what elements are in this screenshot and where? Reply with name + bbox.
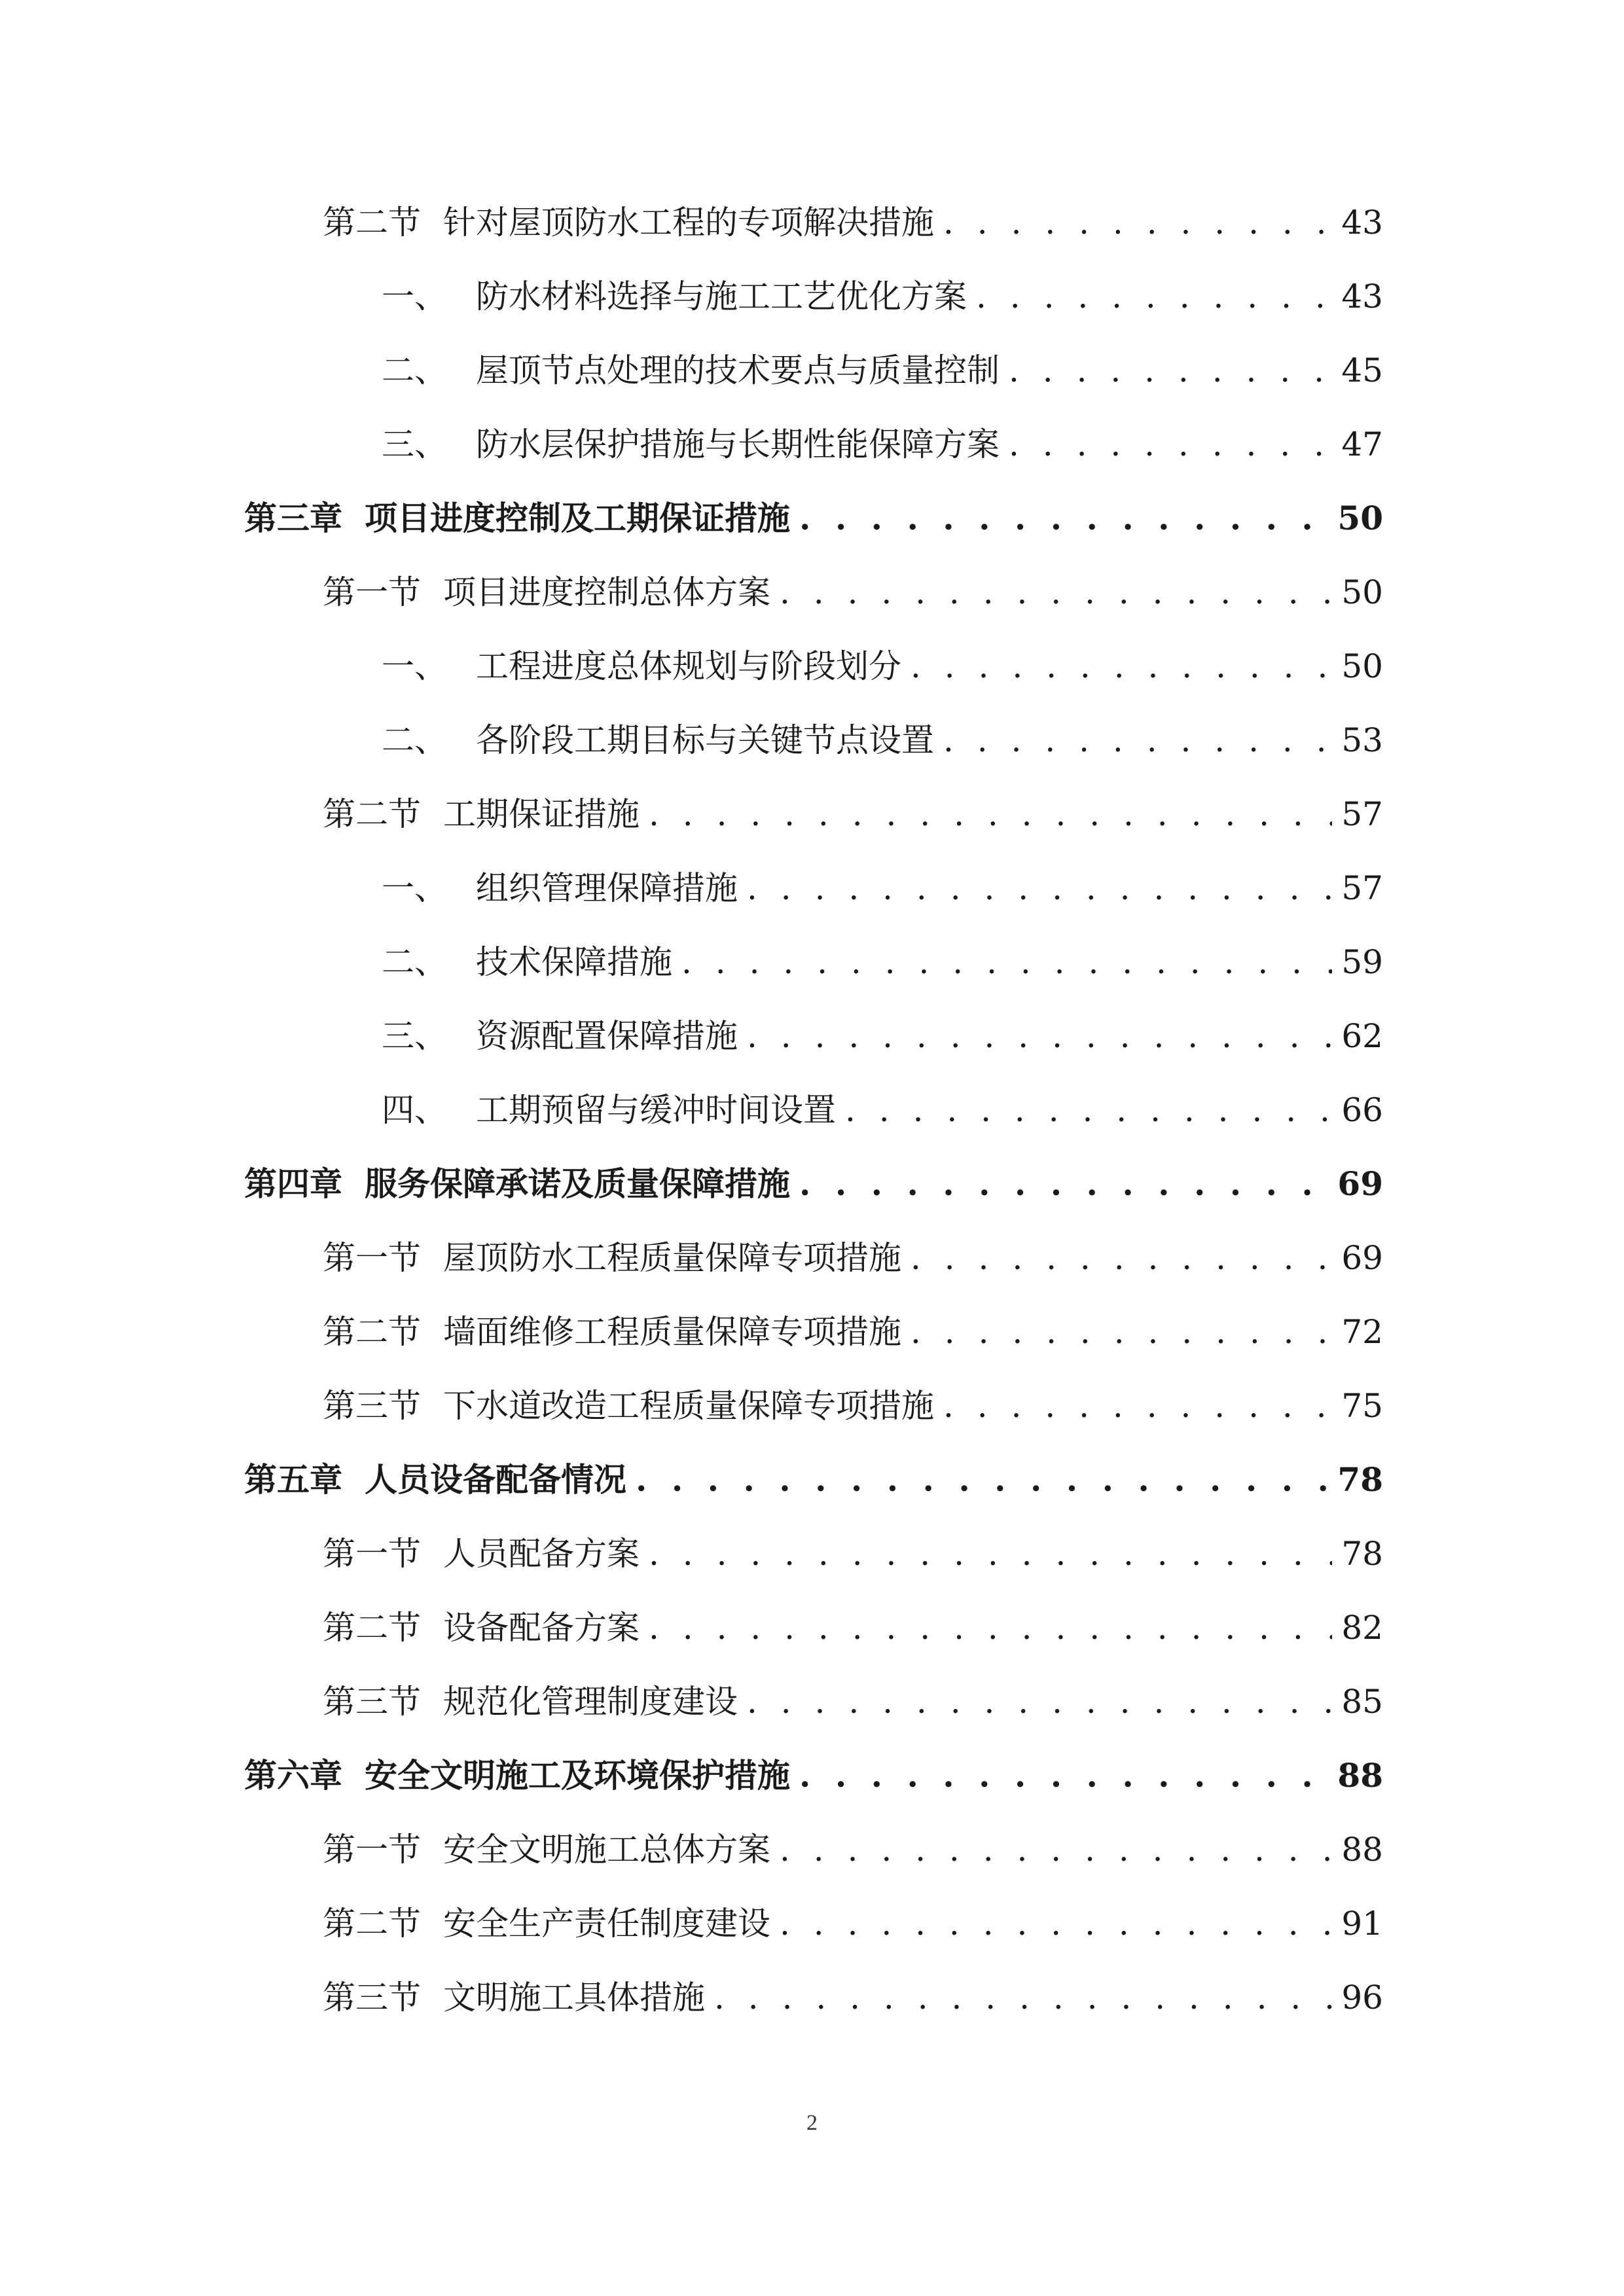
- toc-dot-leader: [747, 1007, 1332, 1066]
- toc-dot-leader: [636, 1450, 1328, 1509]
- toc-entry-number: 四、: [382, 1091, 447, 1129]
- toc-entry-page: 78: [1341, 1535, 1383, 1573]
- toc-dot-leader: [780, 1894, 1332, 1953]
- toc-dot-leader: [943, 1376, 1332, 1435]
- toc-entry-number: 三、: [382, 425, 447, 463]
- toc-entry-page: 72: [1341, 1313, 1383, 1351]
- toc-entry-page: 78: [1337, 1460, 1383, 1499]
- toc-entry-chapter[interactable]: [244, 489, 1383, 548]
- toc-entry-title: 工期保证措施: [443, 795, 640, 833]
- toc-entry-number: 第四章: [244, 1164, 342, 1203]
- toc-dot-leader: [976, 267, 1332, 326]
- toc-entry-number: 一、: [382, 647, 447, 685]
- toc-dot-leader: [845, 1081, 1332, 1139]
- toc-entry-title: 人员设备配备情况: [365, 1460, 626, 1499]
- toc-entry-number: 第二节: [323, 1609, 421, 1647]
- toc-entry-number: 三、: [382, 1017, 447, 1055]
- toc-dot-leader: [780, 563, 1332, 622]
- toc-entry[interactable]: [323, 1968, 1383, 2027]
- toc-entry-number: 第三章: [244, 499, 342, 537]
- toc-entry-page: 50: [1341, 573, 1383, 611]
- toc-entry-page: 62: [1341, 1017, 1383, 1055]
- toc-entry-page: 91: [1341, 1905, 1383, 1943]
- toc-entry[interactable]: [382, 341, 1383, 400]
- toc-entry[interactable]: [323, 1894, 1383, 1953]
- toc-entry[interactable]: [323, 1376, 1383, 1435]
- toc-entry-number: 第一节: [323, 573, 421, 611]
- toc-entry-number: 第二节: [323, 1905, 421, 1943]
- toc-entry-number: 第三节: [323, 1979, 421, 2017]
- toc-entry[interactable]: [323, 1598, 1383, 1657]
- toc-entry-title: 服务保障承诺及质量保障措施: [365, 1164, 790, 1203]
- toc-dot-leader: [747, 1672, 1332, 1731]
- toc-entry-number: 第二节: [323, 204, 421, 242]
- toc-entry-title: 组织管理保障措施: [476, 869, 738, 907]
- toc-entry-number: 第一节: [323, 1535, 421, 1573]
- toc-entry-title: 设备配备方案: [443, 1609, 640, 1647]
- toc-entry-page: 66: [1341, 1091, 1383, 1129]
- toc-entry-number: 一、: [382, 869, 447, 907]
- toc-entry-title: 安全文明施工总体方案: [443, 1831, 770, 1869]
- toc-dot-leader: [780, 1820, 1332, 1879]
- toc-entry-title: 安全生产责任制度建设: [443, 1905, 770, 1943]
- toc-entry-number: 二、: [382, 351, 447, 389]
- toc-entry[interactable]: [323, 563, 1383, 622]
- toc-dot-leader: [681, 933, 1332, 992]
- toc-dot-leader: [1009, 415, 1332, 474]
- toc-entry-page: 53: [1341, 721, 1383, 759]
- toc-entry-title: 工期预留与缓冲时间设置: [476, 1091, 836, 1129]
- toc-entry-page: 43: [1341, 278, 1383, 315]
- toc-entry-title: 下水道改造工程质量保障专项措施: [443, 1387, 934, 1425]
- toc-entry-chapter[interactable]: [244, 1746, 1383, 1805]
- toc-entry[interactable]: [323, 1820, 1383, 1879]
- toc-entry-title: 资源配置保障措施: [476, 1017, 738, 1055]
- toc-dot-leader: [714, 1968, 1332, 2027]
- toc-entry-number: 第六章: [244, 1756, 342, 1795]
- toc-entry-title: 工程进度总体规划与阶段划分: [476, 647, 901, 685]
- toc-entry-page: 45: [1341, 351, 1383, 389]
- toc-entry-number: 第二节: [323, 795, 421, 833]
- toc-entry-page: 57: [1341, 869, 1383, 907]
- toc-entry-number: 第一节: [323, 1831, 421, 1869]
- toc-dot-leader: [649, 1524, 1332, 1583]
- toc-dot-leader: [1009, 341, 1332, 400]
- toc-dot-leader: [649, 1598, 1332, 1657]
- toc-entry-title: 规范化管理制度建设: [443, 1683, 738, 1721]
- toc-entry-page: 96: [1341, 1979, 1383, 2017]
- toc-entry-page: 88: [1341, 1831, 1383, 1869]
- toc-entry-title: 防水层保护措施与长期性能保障方案: [476, 425, 1000, 463]
- toc-dot-leader: [799, 1155, 1328, 1213]
- toc-entry-page: 75: [1341, 1387, 1383, 1425]
- toc-entry[interactable]: [382, 1081, 1383, 1139]
- toc-entry-page: 59: [1341, 943, 1383, 981]
- toc-entry[interactable]: [323, 1524, 1383, 1583]
- toc-entry-number: 二、: [382, 943, 447, 981]
- toc-entry-title: 人员配备方案: [443, 1535, 640, 1573]
- toc-entry-number: 第三节: [323, 1683, 421, 1721]
- toc-entry[interactable]: [382, 859, 1383, 918]
- toc-entry[interactable]: [382, 933, 1383, 992]
- toc-entry-title: 针对屋顶防水工程的专项解决措施: [443, 204, 934, 242]
- toc-entry[interactable]: [382, 711, 1383, 770]
- toc-dot-leader: [799, 489, 1328, 548]
- toc-entry[interactable]: [382, 637, 1383, 696]
- toc-entry-number: 第一节: [323, 1239, 421, 1277]
- toc-entry-title: 墙面维修工程质量保障专项措施: [443, 1313, 901, 1351]
- toc-entry-number: 第五章: [244, 1460, 342, 1499]
- toc-entry[interactable]: [323, 1302, 1383, 1361]
- toc-entry-title: 各阶段工期目标与关键节点设置: [476, 721, 934, 759]
- toc-entry-title: 防水材料选择与施工工艺优化方案: [476, 278, 967, 315]
- toc-entry-page: 69: [1341, 1239, 1383, 1277]
- toc-entry-number: 第三节: [323, 1387, 421, 1425]
- toc-entry-number: 二、: [382, 721, 447, 759]
- toc-dot-leader: [649, 785, 1332, 844]
- toc-entry-title: 技术保障措施: [476, 943, 672, 981]
- toc-entry-page: 85: [1341, 1683, 1383, 1721]
- toc-entry[interactable]: [382, 1007, 1383, 1066]
- toc-entry-page: 88: [1337, 1756, 1383, 1795]
- toc-dot-leader: [911, 637, 1332, 696]
- toc-dot-leader: [911, 1229, 1332, 1287]
- toc-entry[interactable]: [323, 193, 1383, 252]
- toc-dot-leader: [747, 859, 1332, 918]
- toc-entry-page: 82: [1341, 1609, 1383, 1647]
- toc-entry[interactable]: [323, 1229, 1383, 1287]
- toc-entry-title: 文明施工具体措施: [443, 1979, 705, 2017]
- toc-entry-page: 50: [1337, 499, 1383, 537]
- toc-dot-leader: [911, 1302, 1332, 1361]
- toc-entry-title: 项目进度控制总体方案: [443, 573, 770, 611]
- toc-entry-chapter[interactable]: [244, 1155, 1383, 1213]
- toc-entry-number: 一、: [382, 278, 447, 315]
- toc-entry-page: 47: [1341, 425, 1383, 463]
- toc-entry-chapter[interactable]: [244, 1450, 1383, 1509]
- toc-entry-page: 43: [1341, 204, 1383, 242]
- toc-entry-title: 屋顶节点处理的技术要点与质量控制: [476, 351, 1000, 389]
- toc-entry-page: 50: [1341, 647, 1383, 685]
- toc-entry-page: 57: [1341, 795, 1383, 833]
- toc-entry-title: 屋顶防水工程质量保障专项措施: [443, 1239, 901, 1277]
- page-number: 2: [806, 2111, 818, 2135]
- toc-dot-leader: [799, 1746, 1328, 1805]
- toc-entry-page: 69: [1337, 1164, 1383, 1203]
- toc-entry[interactable]: [382, 415, 1383, 474]
- toc-entry[interactable]: [323, 785, 1383, 844]
- toc-entry-number: 第二节: [323, 1313, 421, 1351]
- toc-dot-leader: [943, 711, 1332, 770]
- toc-dot-leader: [943, 193, 1332, 252]
- toc-entry-title: 项目进度控制及工期保证措施: [365, 499, 790, 537]
- toc-entry[interactable]: [382, 267, 1383, 326]
- toc-entry[interactable]: [323, 1672, 1383, 1731]
- toc-entry-title: 安全文明施工及环境保护措施: [365, 1756, 790, 1795]
